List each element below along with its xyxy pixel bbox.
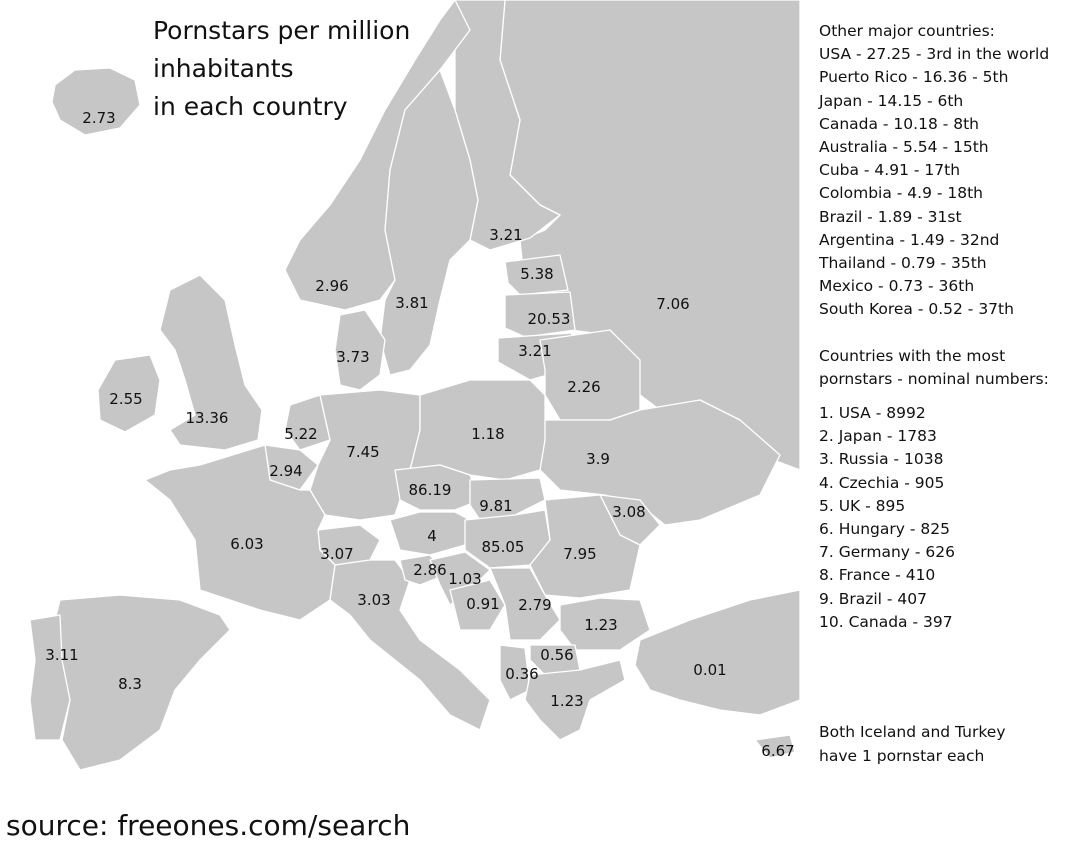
value-belgium: 2.94: [269, 462, 303, 480]
value-croatia: 1.03: [448, 570, 482, 588]
nominal-item: 7. Germany - 626: [819, 543, 955, 562]
other-country-item: Colombia - 4.9 - 18th: [819, 184, 984, 203]
other-country-item: USA - 27.25 - 3rd in the world: [819, 45, 1050, 64]
map-title: Pornstars per million inhabitants in each country: [153, 16, 411, 121]
value-netherlands: 5.22: [284, 425, 318, 443]
value-cyprus: 6.67: [761, 742, 795, 760]
value-austria: 4: [427, 527, 437, 545]
value-belarus: 2.26: [567, 378, 601, 396]
other-countries-heading: Other major countries:: [819, 22, 995, 40]
value-uk: 13.36: [185, 409, 229, 427]
value-italy: 3.03: [357, 591, 391, 609]
value-russia: 7.06: [656, 295, 690, 313]
other-country-item: Brazil - 1.89 - 31st: [819, 207, 962, 226]
nominal-item: 2. Japan - 1783: [819, 427, 937, 446]
other-countries-list: [819, 43, 1074, 321]
value-switzerland: 3.07: [320, 545, 354, 563]
value-ireland: 2.55: [109, 390, 143, 408]
value-czechia: 86.19: [408, 481, 452, 499]
other-country-item: South Korea - 0.52 - 37th: [819, 300, 1014, 319]
value-denmark: 3.73: [336, 348, 370, 366]
other-country-item: Thailand - 0.79 - 35th: [819, 254, 987, 273]
nominal-item: 9. Brazil - 407: [819, 589, 928, 608]
side-panel: [819, 20, 1074, 634]
value-romania: 7.95: [563, 545, 597, 563]
value-latvia: 20.53: [527, 310, 571, 328]
value-germany: 7.45: [346, 443, 380, 461]
other-country-item: Mexico - 0.73 - 36th: [819, 277, 975, 296]
value-estonia: 5.38: [520, 265, 554, 283]
value-moldova: 3.08: [612, 503, 646, 521]
value-bosnia: 0.91: [466, 595, 500, 613]
other-country-item: Puerto Rico - 16.36 - 5th: [819, 68, 1009, 87]
value-turkey: 0.01: [693, 661, 727, 679]
nominal-item: 8. France - 410: [819, 566, 936, 585]
other-country-item: Australia - 5.54 - 15th: [819, 138, 989, 157]
value-lithuania: 3.21: [518, 342, 552, 360]
value-ukraine: 3.9: [586, 450, 610, 468]
nominal-heading-line1: Countries with the most: [819, 346, 1006, 365]
value-norway: 2.96: [315, 277, 349, 295]
value-serbia: 2.79: [518, 596, 552, 614]
nominal-heading-line2: pornstars - nominal numbers:: [819, 369, 1049, 388]
nominal-item: 4. Czechia - 905: [819, 473, 945, 492]
other-country-item: Cuba - 4.91 - 17th: [819, 161, 961, 180]
value-greece: 1.23: [550, 692, 584, 710]
spacer: [819, 391, 1074, 402]
other-country-item: Argentina - 1.49 - 32nd: [819, 230, 1000, 249]
nominal-item: 10. Canada - 397: [819, 612, 953, 631]
value-iceland: 2.73: [82, 109, 116, 127]
value-slovenia: 2.86: [413, 561, 447, 579]
nominal-item: 5. UK - 895: [819, 496, 906, 515]
nominal-item: 6. Hungary - 825: [819, 520, 950, 539]
value-slovakia: 9.81: [479, 497, 513, 515]
value-sweden: 3.81: [395, 294, 429, 312]
value-finland: 3.21: [489, 226, 523, 244]
value-france: 6.03: [230, 535, 264, 553]
footnote-line1: Both Iceland and Turkey: [819, 723, 1006, 741]
nominal-item: 1. USA - 8992: [819, 404, 926, 423]
value-hungary: 85.05: [481, 538, 525, 556]
footnote: [819, 720, 1074, 768]
value-poland: 1.18: [471, 425, 505, 443]
value-bulgaria: 1.23: [584, 616, 618, 634]
value-albania: 0.36: [505, 665, 539, 683]
source-caption: source: freeones.com/search: [6, 809, 411, 842]
value-spain: 8.3: [118, 675, 142, 693]
other-country-item: Canada - 10.18 - 8th: [819, 114, 980, 133]
value-portugal: 3.11: [45, 646, 79, 664]
nominal-item: 3. Russia - 1038: [819, 450, 944, 469]
footnote-line2: have 1 pornstar each: [819, 747, 985, 765]
nominal-list: [819, 402, 1074, 634]
value-north-macedonia: 0.56: [540, 646, 574, 664]
other-country-item: Japan - 14.15 - 6th: [819, 91, 964, 110]
spacer: [819, 322, 1074, 345]
